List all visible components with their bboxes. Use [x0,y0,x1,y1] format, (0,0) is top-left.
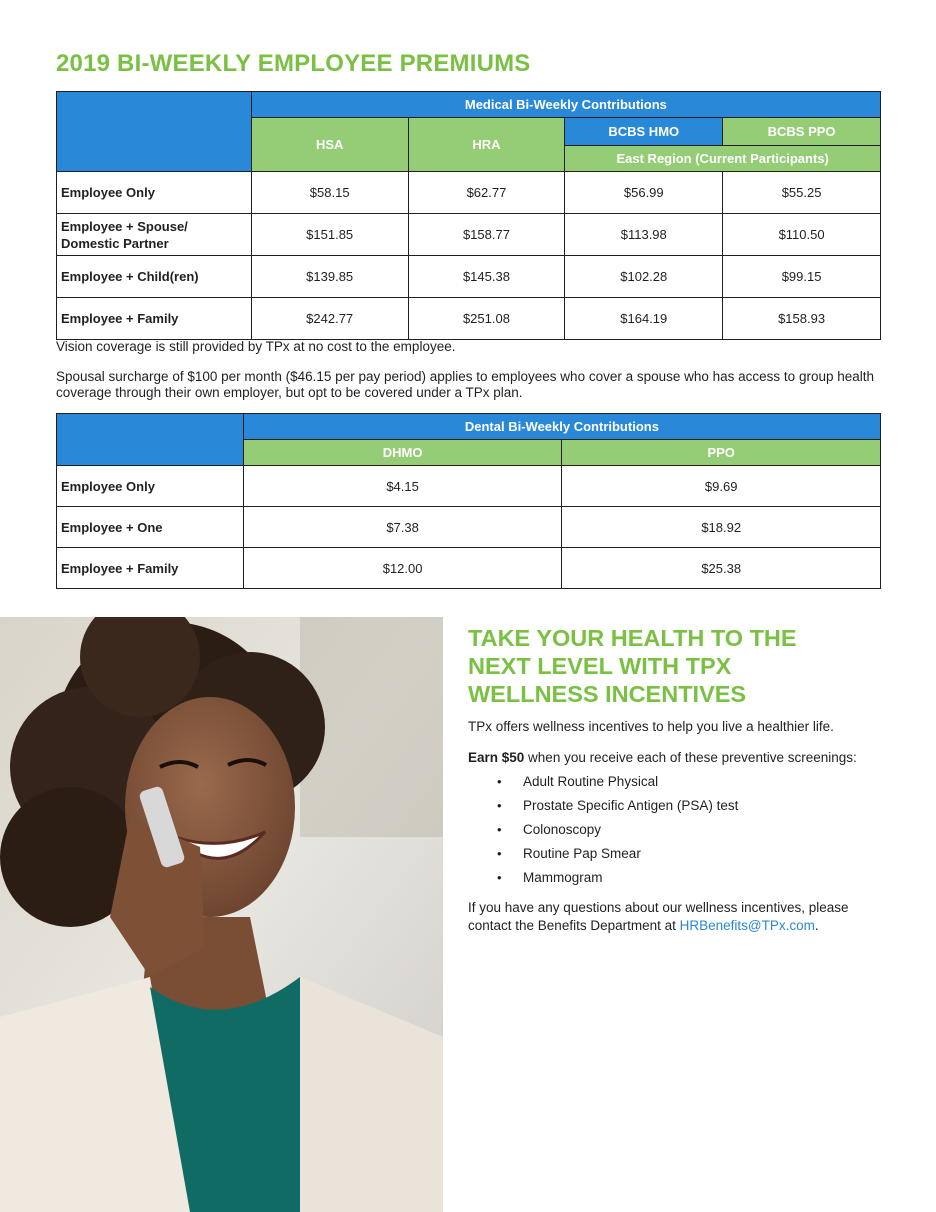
wellness-title-line: WELLNESS INCENTIVES [468,681,747,707]
row-label: Employee + Child(ren) [57,256,252,298]
page-title: 2019 BI-WEEKLY EMPLOYEE PREMIUMS [56,50,531,77]
list-item [497,845,738,869]
table-cell: $242.77 [251,298,408,340]
table-cell: $139.85 [251,256,408,298]
earn-amount: Earn $50 [468,750,525,765]
table-row [57,507,881,548]
table-cell: $99.15 [723,256,881,298]
table-row [57,256,881,298]
screening-label: Adult Routine Physical [523,774,659,789]
wellness-title-line: TAKE YOUR HEALTH TO THE [468,625,797,651]
contact-paragraph [468,899,878,935]
bullet-icon: • [497,870,502,885]
table-row [57,172,881,214]
table-cell: $110.50 [723,214,881,256]
screening-label: Prostate Specific Antigen (PSA) test [523,798,739,813]
table-cell: $56.99 [565,172,723,214]
table-cell: $58.15 [251,172,408,214]
dental-group-header: Dental Bi-Weekly Contributions [243,414,880,440]
bullet-icon: • [497,798,502,813]
table-cell: $158.93 [723,298,881,340]
table-corner-cell [57,92,252,172]
bullet-icon: • [497,774,502,789]
table-row [57,298,881,340]
medical-group-header: Medical Bi-Weekly Contributions [251,92,880,118]
table-cell: $145.38 [408,256,565,298]
bullet-icon: • [497,822,502,837]
table-cell: $18.92 [562,507,881,548]
row-label: Employee + Family [57,298,252,340]
table-cell: $55.25 [723,172,881,214]
column-header-hsa: HSA [251,118,408,172]
column-header-bcbs-ppo: BCBS PPO [723,118,881,146]
dental-contributions-table [56,413,881,589]
table-row [57,466,881,507]
table-cell: $113.98 [565,214,723,256]
screening-label: Mammogram [523,870,603,885]
region-header: East Region (Current Participants) [565,146,881,172]
column-header-ppo: PPO [562,440,881,466]
table-cell: $9.69 [562,466,881,507]
earn-statement [468,749,878,767]
wellness-title-line: NEXT LEVEL WITH TPX [468,653,732,679]
table-cell: $102.28 [565,256,723,298]
row-label: Employee Only [57,466,244,507]
table-row [57,548,881,589]
row-label [57,214,252,256]
table-cell: $158.77 [408,214,565,256]
bullet-icon: • [497,846,502,861]
column-header-hra: HRA [408,118,565,172]
vision-note: Vision coverage is still provided by TPx at no cost to the employee. [56,339,456,354]
row-label-line: Domestic Partner [61,235,169,251]
row-label: Employee Only [57,172,252,214]
row-label-line: Employee + Spouse/ [61,218,188,234]
row-label: Employee + Family [57,548,244,589]
table-cell: $251.08 [408,298,565,340]
table-cell: $164.19 [565,298,723,340]
column-header-dhmo: DHMO [243,440,562,466]
list-item [497,869,738,893]
table-cell: $62.77 [408,172,565,214]
wellness-title [468,624,888,708]
table-cell: $12.00 [243,548,562,589]
row-label: Employee + One [57,507,244,548]
list-item [497,797,738,821]
contact-text: If you have any questions about our wellness incentives, please contact the Benefits Department at [468,900,849,933]
spousal-surcharge-note: Spousal surcharge of $100 per month ($46.15 per pay period) applies to employees who cover a spouse who has access to group health coverage through their own employer, but opt to be covered under a TPx plan. [56,369,875,400]
earn-text: when you receive each of these preventive screenings: [524,750,857,765]
table-cell: $4.15 [243,466,562,507]
benefits-email-link[interactable]: HRBenefits@TPx.com [679,918,815,933]
woman-on-phone-photo [0,617,443,1212]
contact-end: . [814,918,819,933]
medical-contributions-table [56,91,881,340]
table-corner-cell [57,414,244,466]
table-cell: $151.85 [251,214,408,256]
list-item [497,773,738,797]
table-cell: $7.38 [243,507,562,548]
table-row [57,214,881,256]
screening-label: Colonoscopy [523,822,602,837]
screening-label: Routine Pap Smear [523,846,641,861]
wellness-intro: TPx offers wellness incentives to help you live a healthier life. [468,719,834,734]
table-cell: $25.38 [562,548,881,589]
list-item [497,821,738,845]
column-header-bcbs-hmo: BCBS HMO [565,118,723,146]
screenings-list [497,773,738,893]
